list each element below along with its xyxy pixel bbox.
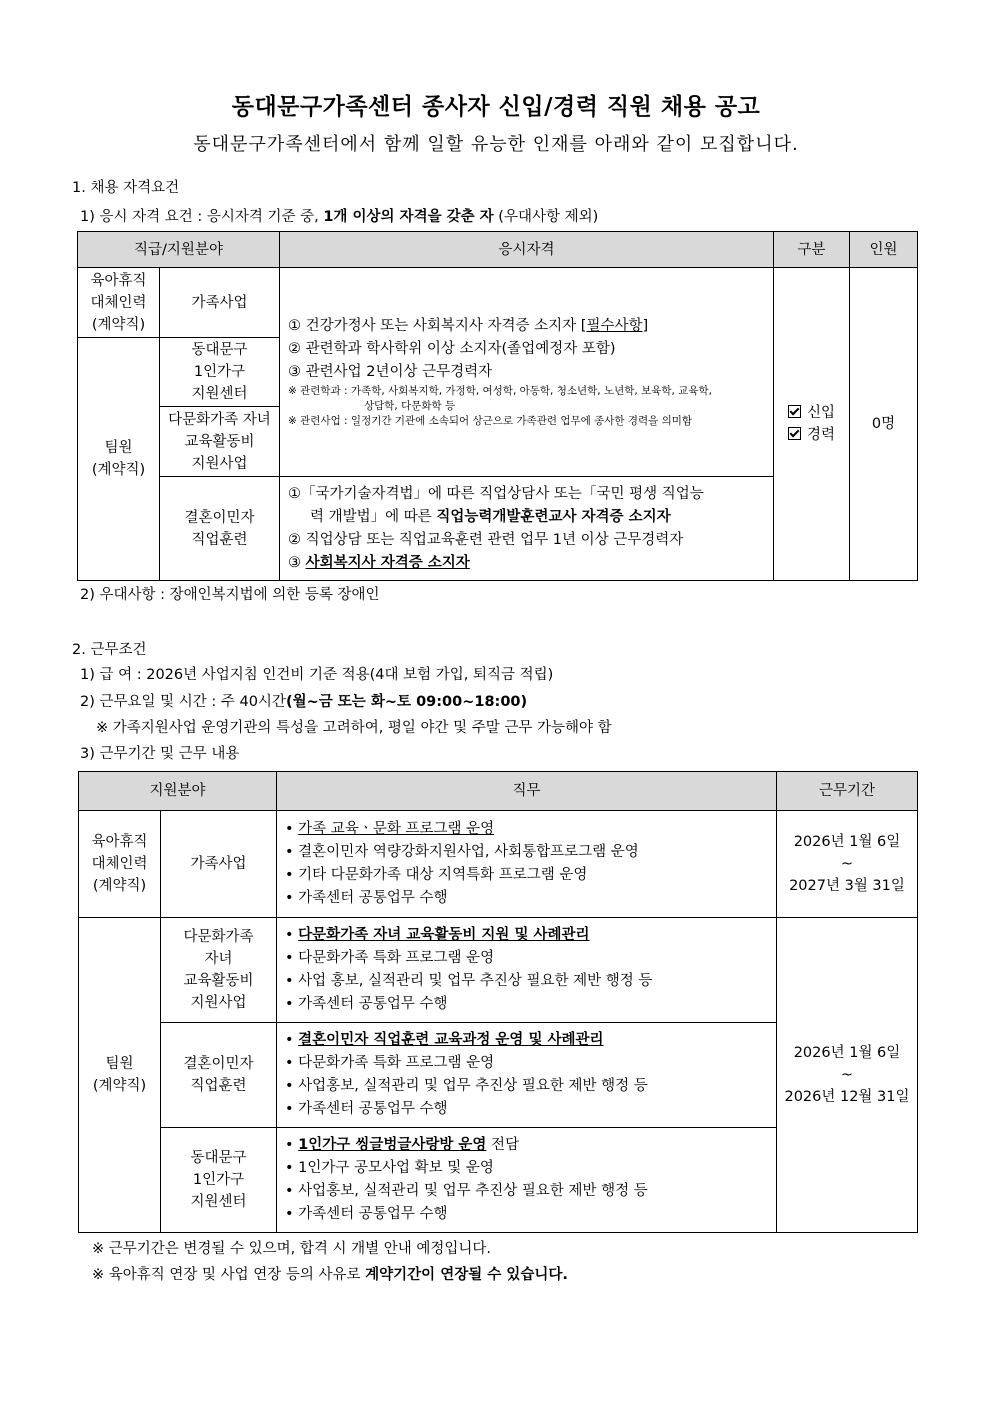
rank-childcare-substitute: 육아휴직 대체인력 (계약직): [78, 268, 160, 338]
footnote-extension: [92, 1263, 568, 1284]
duty1-item4: 가족센터 공통업무 수행: [298, 890, 448, 906]
qual-b3-bold: 사회복지사 자격증 소지자: [305, 554, 470, 571]
requirement-bold: 1개 이상의 자격을 갖춘 자: [323, 209, 494, 225]
header-count: 인원: [850, 232, 918, 268]
period1-tilde: ~: [840, 856, 854, 872]
field-family-program: 가족사업: [160, 268, 280, 338]
duty4-item3: 사업홍보, 실적관리 및 업무 추진상 필요한 제반 행정 등: [298, 1183, 648, 1199]
duty2-item1: 다문화가족 자녀 교육활동비 지원 및 사례관리: [298, 927, 590, 943]
qual-b1a: ①「국가기술자격법」에 따른 직업상담사 또는「국민 평생 직업능: [288, 485, 704, 502]
duty2-item3: 사업 홍보, 실적관리 및 업무 추진상 필요한 제반 행정 등: [298, 973, 653, 989]
duty-field-multicultural: 다문화가족 자녀 교육활동비 지원사업: [161, 918, 277, 1023]
hours-note: ※ 가족지원사업 운영기관의 특성을 고려하여, 평일 야간 및 주말 근무 가능해야 함: [96, 720, 612, 736]
duties-family-program: • 가족 교육ㆍ문화 프로그램 운영 • 결혼이민자 역량강화지원사업, 사회통합프로그램 운영 • 기타 다문화가족 대상 지역특화 프로그램 운영 • 가족센터 공통업무 수행: [277, 811, 777, 918]
qual-note1b: 상담학, 다문화학 등: [364, 400, 456, 412]
requirement-suffix: (우대사항 제외): [493, 209, 599, 225]
salary-line: 1) 급 여 : 2026년 사업지침 인건비 기준 적용(4대 보험 가입, 퇴직금 적립): [80, 667, 554, 683]
section1-heading: 1. 채용 자격요건: [72, 180, 180, 196]
period-team-member: [777, 918, 918, 1233]
period1-start: 2026년 1월 6일: [793, 834, 901, 850]
qual-a3: ③ 관련사업 2년이상 근무경력자: [288, 364, 493, 380]
qual-b1b-prefix: 력 개발법」에 따른: [310, 508, 437, 525]
section2-heading: 2. 근무조건: [72, 642, 147, 658]
requirement-prefix: 1) 응시 자격 요건 : 응시자격 기준 중,: [80, 209, 324, 225]
duty-field-family-program: 가족사업: [161, 811, 277, 918]
field-immigrant-training: 결혼이민자 직업훈련: [160, 477, 280, 581]
period2-start: 2026년 1월 6일: [793, 1045, 901, 1061]
duty-table: [78, 771, 918, 1233]
duty2-item2: 다문화가족 특화 프로그램 운영: [298, 950, 495, 966]
duty3-item4: 가족센터 공통업무 수행: [298, 1101, 448, 1117]
checkbox-experienced-icon: [788, 427, 801, 440]
field-single-household: 동대문구 1인가구 지원센터: [160, 338, 280, 407]
duty3-item3: 사업홍보, 실적관리 및 업무 추진상 필요한 제반 행정 등: [298, 1078, 648, 1094]
qual-note2: ※ 관련사업 : 일정기간 기관에 소속되어 상근으로 가족관련 업무에 종사한 경력을 의미함: [288, 415, 693, 427]
header-period: 근무기간: [777, 772, 918, 811]
duty3-item1: 결혼이민자 직업훈련 교육과정 운영 및 사례관리: [298, 1032, 604, 1048]
hours-bold: (월~금 또는 화~토 09:00~18:00): [285, 694, 528, 710]
qual-a1-required: [필수사항]: [580, 318, 649, 334]
qual-b3-prefix: ③: [288, 554, 306, 571]
period1-end: 2027년 3월 31일: [789, 878, 905, 894]
period2-end: 2026년 12월 31일: [784, 1089, 910, 1105]
requirement-line: [80, 205, 598, 226]
headcount: 0명: [850, 268, 918, 581]
duty4-item4: 가족센터 공통업무 수행: [298, 1206, 448, 1222]
duty-rank-childcare-substitute: 육아휴직 대체인력 (계약직): [79, 811, 161, 918]
duty2-item4: 가족센터 공통업무 수행: [298, 996, 448, 1012]
duties-single-household: • 1인가구 씽글벙글사랑방 운영 전담 • 1인가구 공모사업 확보 및 운영 • 사업홍보, 실적관리 및 업무 추진상 필요한 제반 행정 등 • 가족센터 공통업무 수행: [277, 1128, 777, 1233]
footnote-period: ※ 근무기간은 변경될 수 있으며, 합격 시 개별 안내 예정입니다.: [92, 1241, 492, 1257]
duties-immigrant-training: • 결혼이민자 직업훈련 교육과정 운영 및 사례관리 • 다문화가족 특화 프로그램 운영 • 사업홍보, 실적관리 및 업무 추진상 필요한 제반 행정 등 • 가족센터 공통업무 수행: [277, 1023, 777, 1128]
checkbox-new-icon: [788, 405, 801, 418]
duty-field-single-household: 동대문구 1인가구 지원센터: [161, 1128, 277, 1233]
page-subtitle: 동대문구가족센터에서 함께 일할 유능한 인재를 아래와 같이 모집합니다.: [193, 134, 799, 155]
duty4-item1-suffix: 전담: [486, 1137, 520, 1153]
duty1-item3: 기타 다문화가족 대상 지역특화 프로그램 운영: [298, 867, 588, 883]
hours-line: [80, 690, 527, 711]
footnote-extension-prefix: ※ 육아휴직 연장 및 사업 연장 등의 사유로: [92, 1267, 366, 1283]
period-heading: 3) 근무기간 및 근무 내용: [80, 746, 240, 762]
duty1-item2: 결혼이민자 역량강화지원사업, 사회통합프로그램 운영: [298, 844, 639, 860]
qual-b2: ② 직업상담 또는 직업교육훈련 관련 업무 1년 이상 근무경력자: [288, 531, 684, 548]
field-multicultural-education: 다문화가족 자녀 교육활동비 지원사업: [160, 407, 280, 477]
duty1-item1: 가족 교육ㆍ문화 프로그램 운영: [298, 821, 495, 837]
hours-prefix: 2) 근무요일 및 시간 : 주 40시간: [80, 694, 286, 710]
qualification-cell-b: [280, 477, 774, 581]
duties-multicultural: • 다문화가족 자녀 교육활동비 지원 및 사례관리 • 다문화가족 특화 프로그램 운영 • 사업 홍보, 실적관리 및 업무 추진상 필요한 제반 행정 등 • 가족센터 공통업무 수행: [277, 918, 777, 1023]
page-title: 동대문구가족센터 종사자 신입/경력 직원 채용 공고: [231, 94, 761, 120]
header-field: 지원분야: [79, 772, 277, 811]
type-experienced: 경력: [806, 427, 835, 443]
qualification-table: [77, 231, 918, 581]
duty4-item1: 1인가구 씽글벙글사랑방 운영: [298, 1137, 487, 1153]
period-childcare-substitute: [777, 811, 918, 918]
duty-field-immigrant-training: 결혼이민자 직업훈련: [161, 1023, 277, 1128]
footnote-extension-bold: 계약기간이 연장될 수 있습니다.: [365, 1267, 568, 1283]
header-type: 구분: [774, 232, 850, 268]
qual-b1b-bold: 직업능력개발훈련교사 자격증 소지자: [436, 508, 671, 525]
period2-tilde: ~: [840, 1067, 854, 1083]
header-rank-field: 직급/지원분야: [78, 232, 280, 268]
type-cell: [774, 268, 850, 581]
preference-line: 2) 우대사항 : 장애인복지법에 의한 등록 장애인: [80, 587, 380, 603]
header-qualification: 응시자격: [280, 232, 774, 268]
type-new: 신입: [806, 405, 835, 421]
header-duty: 직무: [277, 772, 777, 811]
duty3-item2: 다문화가족 특화 프로그램 운영: [298, 1055, 495, 1071]
qualification-cell-a: [280, 268, 774, 477]
qual-note1a: ※ 관련학과 : 가족학, 사회복지학, 가정학, 여성학, 아동학, 청소년학, 노년학, 보육학, 교육학,: [288, 385, 712, 397]
duty-rank-team-member: 팀원 (계약직): [79, 918, 161, 1233]
duty4-item2: 1인가구 공모사업 확보 및 운영: [298, 1160, 494, 1176]
rank-team-member: 팀원 (계약직): [78, 338, 160, 581]
qual-a1: ① 건강가정사 또는 사회복지사 자격증 소지자: [288, 318, 581, 334]
qual-a2: ② 관련학과 학사학위 이상 소지자(졸업예정자 포함): [288, 341, 616, 357]
